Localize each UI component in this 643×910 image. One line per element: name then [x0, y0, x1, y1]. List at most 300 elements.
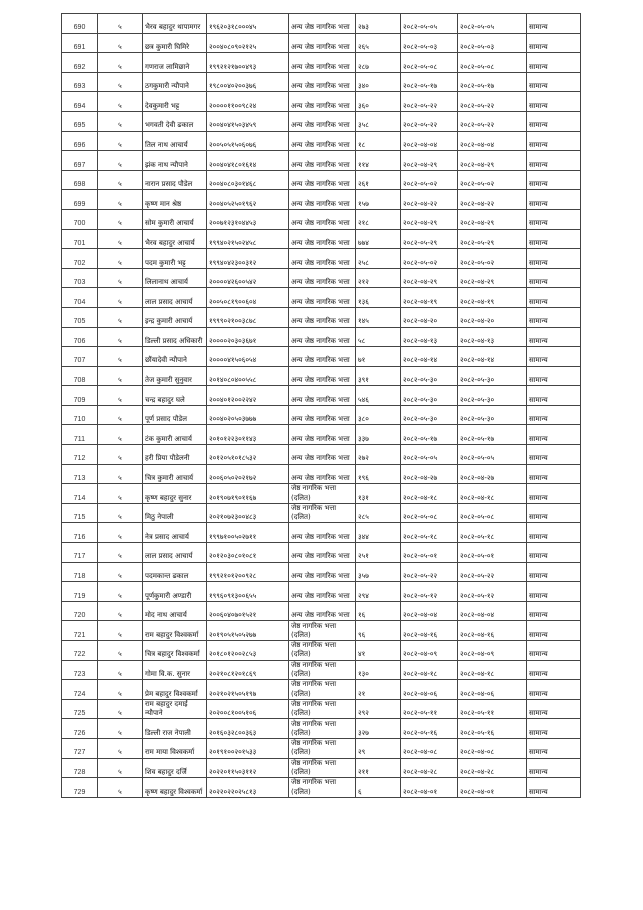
start-date-cell: २०८२-०५-११	[401, 699, 458, 719]
end-date-cell: २०८२-०४-०४	[458, 601, 527, 621]
table-row	[62, 621, 581, 641]
name-cell: चित्र बहादुर विश्वकर्मा	[143, 641, 207, 661]
name-cell: सोम कुमारी आचार्य	[143, 209, 207, 229]
table-row	[62, 484, 581, 504]
status-cell: सामान्य	[527, 660, 581, 680]
start-date-cell: २०८२-०५-१२	[401, 582, 458, 602]
record-number-cell: २१८	[356, 209, 401, 229]
allowance-type-cell: अन्य जेष्ठ नागरिक भत्ता	[289, 92, 356, 112]
start-date-cell: २०८२-०४-०४	[401, 601, 458, 621]
end-date-cell: २०८२-०५-०५	[458, 445, 527, 465]
end-date-cell: २०८२-०५-०२	[458, 249, 527, 269]
id-number-cell: २००००२०३०३६७१	[207, 327, 289, 347]
table-row	[62, 347, 581, 367]
ward-cell: ५	[98, 405, 143, 425]
ward-cell: ५	[98, 366, 143, 386]
end-date-cell: २०८२-०४-१९	[458, 288, 527, 308]
ward-cell: ५	[98, 699, 143, 719]
serial-number-cell: 715	[62, 503, 98, 523]
name-cell: मोद नाथ आचार्य	[143, 601, 207, 621]
id-number-cell: २०१२०३०८०१०८१	[207, 543, 289, 563]
record-number-cell: ३६०	[356, 92, 401, 112]
name-cell: पूर्ण प्रसाद पौडेल	[143, 405, 207, 425]
serial-number-cell: 708	[62, 366, 98, 386]
ward-cell: ५	[98, 680, 143, 700]
allowance-type-cell: अन्य जेष्ठ नागरिक भत्ता	[289, 131, 356, 151]
record-number-cell: ३५७	[356, 562, 401, 582]
name-cell: नेत्र प्रसाद आचार्य	[143, 523, 207, 543]
id-number-cell: २०१४०८०४००५५८	[207, 366, 289, 386]
allowance-type-cell: जेष्ठ नागरिक भत्ता (दलित)	[289, 641, 356, 661]
start-date-cell: २०८२-०५-३०	[401, 405, 458, 425]
id-number-cell: २००५०५१५०६०७६	[207, 131, 289, 151]
ward-cell: ५	[98, 582, 143, 602]
status-cell: सामान्य	[527, 307, 581, 327]
name-cell: इन्द्र कुमारी आचार्य	[143, 307, 207, 327]
start-date-cell: २०८२-०४-०८	[401, 738, 458, 758]
allowance-type-cell: जेष्ठ नागरिक भत्ता (दलित)	[289, 699, 356, 719]
beneficiary-table	[61, 13, 581, 798]
allowance-type-cell: अन्य जेष्ठ नागरिक भत्ता	[289, 72, 356, 92]
table-row	[62, 543, 581, 563]
table-row	[62, 386, 581, 406]
end-date-cell: २०८२-०५-२२	[458, 111, 527, 131]
serial-number-cell: 702	[62, 249, 98, 269]
serial-number-cell: 714	[62, 484, 98, 504]
allowance-type-cell: अन्य जेष्ठ नागरिक भत्ता	[289, 464, 356, 484]
status-cell: सामान्य	[527, 170, 581, 190]
allowance-type-cell: अन्य जेष्ठ नागरिक भत्ता	[289, 523, 356, 543]
ward-cell: ५	[98, 562, 143, 582]
status-cell: सामान्य	[527, 288, 581, 308]
end-date-cell: २०८२-०४-२२	[458, 190, 527, 210]
start-date-cell: २०८२-०४-२९	[401, 151, 458, 171]
start-date-cell: २०८२-०४-२८	[401, 758, 458, 778]
id-number-cell: २००००४१५०६०५४	[207, 347, 289, 367]
allowance-type-cell: अन्य जेष्ठ नागरिक भत्ता	[289, 366, 356, 386]
id-number-cell: २००४०८०३०१४६८	[207, 170, 289, 190]
allowance-type-cell: अन्य जेष्ठ नागरिक भत्ता	[289, 53, 356, 73]
id-number-cell: २०१०१२२३०११४३	[207, 425, 289, 445]
table-row	[62, 601, 581, 621]
table-row	[62, 660, 581, 680]
start-date-cell: २०८२-०४-२९	[401, 209, 458, 229]
allowance-type-cell: अन्य जेष्ठ नागरिक भत्ता	[289, 405, 356, 425]
serial-number-cell: 691	[62, 33, 98, 53]
record-number-cell: २५८	[356, 249, 401, 269]
status-cell: सामान्य	[527, 719, 581, 739]
status-cell: सामान्य	[527, 268, 581, 288]
serial-number-cell: 716	[62, 523, 98, 543]
start-date-cell: २०८२-०५-१७	[401, 425, 458, 445]
end-date-cell: २०८२-०५-३०	[458, 386, 527, 406]
allowance-type-cell: अन्य जेष्ठ नागरिक भत्ता	[289, 543, 356, 563]
record-number-cell: १४५	[356, 307, 401, 327]
id-number-cell: १९९४०२१५०२४५८	[207, 229, 289, 249]
record-number-cell: ४१	[356, 641, 401, 661]
table-row	[62, 758, 581, 778]
allowance-type-cell: अन्य जेष्ठ नागरिक भत्ता	[289, 601, 356, 621]
allowance-type-cell: अन्य जेष्ठ नागरिक भत्ता	[289, 170, 356, 190]
table-row	[62, 445, 581, 465]
name-cell: ठगकुमारी न्यौपाने	[143, 72, 207, 92]
serial-number-cell: 695	[62, 111, 98, 131]
name-cell: शिव बहादुर दर्जि	[143, 758, 207, 778]
id-number-cell: २००५०८१९००६०४	[207, 288, 289, 308]
name-cell: देवकुमारी भट्ट	[143, 92, 207, 112]
serial-number-cell: 728	[62, 758, 98, 778]
allowance-type-cell: जेष्ठ नागरिक भत्ता (दलित)	[289, 778, 356, 798]
table-row	[62, 288, 581, 308]
end-date-cell: २०८२-०५-१६	[458, 719, 527, 739]
ward-cell: ५	[98, 288, 143, 308]
table-row	[62, 327, 581, 347]
status-cell: सामान्य	[527, 641, 581, 661]
ward-cell: ५	[98, 307, 143, 327]
table-row	[62, 268, 581, 288]
name-cell: चित्र कुमारी आचार्य	[143, 464, 207, 484]
table-row	[62, 72, 581, 92]
record-number-cell: ३९१	[356, 366, 401, 386]
end-date-cell: २०८२-०४-२८	[458, 758, 527, 778]
allowance-type-cell: अन्य जेष्ठ नागरिक भत्ता	[289, 268, 356, 288]
status-cell: सामान्य	[527, 53, 581, 73]
ward-cell: ५	[98, 543, 143, 563]
table-row	[62, 92, 581, 112]
end-date-cell: २०८२-०४-२९	[458, 268, 527, 288]
id-number-cell: २०२१०७२३००४८३	[207, 503, 289, 523]
start-date-cell: २०८२-०४-२९	[401, 268, 458, 288]
name-cell: पूर्णकुमारी अण्डारी	[143, 582, 207, 602]
record-number-cell: १९६	[356, 464, 401, 484]
name-cell: भगवती देवी ढकाल	[143, 111, 207, 131]
status-cell: सामान्य	[527, 680, 581, 700]
serial-number-cell: 692	[62, 53, 98, 73]
ward-cell: ५	[98, 523, 143, 543]
start-date-cell: २०८२-०५-१८	[401, 523, 458, 543]
ward-cell: ५	[98, 53, 143, 73]
id-number-cell: १९९२१२१७००४९३	[207, 53, 289, 73]
id-number-cell: १९९७१००५०२७११	[207, 523, 289, 543]
name-cell: छौंयादेवी न्यौपाने	[143, 347, 207, 367]
table-row	[62, 366, 581, 386]
record-number-cell: ९६	[356, 621, 401, 641]
ward-cell: ५	[98, 503, 143, 523]
end-date-cell: २०८२-०५-१७	[458, 72, 527, 92]
allowance-type-cell: अन्य जेष्ठ नागरिक भत्ता	[289, 327, 356, 347]
status-cell: सामान्य	[527, 229, 581, 249]
id-number-cell: २०२१०८१२०१८६९	[207, 660, 289, 680]
start-date-cell: २०८२-०५-०२	[401, 249, 458, 269]
ward-cell: ५	[98, 170, 143, 190]
serial-number-cell: 701	[62, 229, 98, 249]
start-date-cell: २०८२-०४-१८	[401, 660, 458, 680]
record-number-cell: २९२	[356, 699, 401, 719]
record-number-cell: ३४४	[356, 523, 401, 543]
record-number-cell: १५७	[356, 190, 401, 210]
start-date-cell: २०८२-०५-०३	[401, 33, 458, 53]
id-number-cell: २०२२०२२०२५८१३	[207, 778, 289, 798]
serial-number-cell: 726	[62, 719, 98, 739]
end-date-cell: २०८२-०४-०१	[458, 778, 527, 798]
id-number-cell: २०२२०११५०३११२	[207, 758, 289, 778]
end-date-cell: २०८२-०४-१६	[458, 621, 527, 641]
name-cell: पदम कुमारी भट्ट	[143, 249, 207, 269]
name-cell: भैरव बहादुर आचार्य	[143, 229, 207, 249]
record-number-cell: ११४	[356, 151, 401, 171]
start-date-cell: २०८२-०४-२२	[401, 190, 458, 210]
name-cell: पदमकान्त ढकाल	[143, 562, 207, 582]
record-number-cell: ३४०	[356, 72, 401, 92]
id-number-cell: २००४०४१८०१६१४	[207, 151, 289, 171]
status-cell: सामान्य	[527, 562, 581, 582]
id-number-cell: १९८००४०२००३७६	[207, 72, 289, 92]
name-cell: तेज कुमारी सुनुवार	[143, 366, 207, 386]
name-cell: छत्र कुमारी घिमिरे	[143, 33, 207, 53]
end-date-cell: २०८२-०५-२२	[458, 92, 527, 112]
ward-cell: ५	[98, 484, 143, 504]
table-row	[62, 170, 581, 190]
ward-cell: ५	[98, 641, 143, 661]
status-cell: सामान्य	[527, 209, 581, 229]
status-cell: सामान्य	[527, 386, 581, 406]
status-cell: सामान्य	[527, 327, 581, 347]
allowance-type-cell: जेष्ठ नागरिक भत्ता (दलित)	[289, 719, 356, 739]
allowance-type-cell: अन्य जेष्ठ नागरिक भत्ता	[289, 33, 356, 53]
end-date-cell: २०८२-०५-२९	[458, 229, 527, 249]
table-row	[62, 523, 581, 543]
status-cell: सामान्य	[527, 503, 581, 523]
end-date-cell: २०८२-०५-११	[458, 699, 527, 719]
start-date-cell: २०८२-०४-२०	[401, 307, 458, 327]
record-number-cell: २८५	[356, 503, 401, 523]
id-number-cell: २०२००८१००५१०६	[207, 699, 289, 719]
record-number-cell: २१२	[356, 268, 401, 288]
ward-cell: ५	[98, 738, 143, 758]
end-date-cell: २०८२-०४-१३	[458, 327, 527, 347]
allowance-type-cell: अन्य जेष्ठ नागरिक भत्ता	[289, 288, 356, 308]
end-date-cell: २०८२-०४-२०	[458, 307, 527, 327]
status-cell: सामान्य	[527, 249, 581, 269]
allowance-type-cell: अन्य जेष्ठ नागरिक भत्ता	[289, 347, 356, 367]
serial-number-cell: 720	[62, 601, 98, 621]
serial-number-cell: 703	[62, 268, 98, 288]
allowance-type-cell: जेष्ठ नागरिक भत्ता (दलित)	[289, 621, 356, 641]
serial-number-cell: 721	[62, 621, 98, 641]
end-date-cell: २०८२-०५-३०	[458, 366, 527, 386]
serial-number-cell: 718	[62, 562, 98, 582]
ward-cell: ५	[98, 660, 143, 680]
status-cell: सामान्य	[527, 366, 581, 386]
ward-cell: ५	[98, 464, 143, 484]
serial-number-cell: 707	[62, 347, 98, 367]
end-date-cell: २०८२-०४-२९	[458, 209, 527, 229]
end-date-cell: २०८२-०५-०२	[458, 170, 527, 190]
table-row	[62, 738, 581, 758]
serial-number-cell: 698	[62, 170, 98, 190]
status-cell: सामान्य	[527, 33, 581, 53]
name-cell: टंक कुमारी आचार्य	[143, 425, 207, 445]
start-date-cell: २०८२-०५-३०	[401, 366, 458, 386]
name-cell: झंक नाथ न्यौपाने	[143, 151, 207, 171]
record-number-cell: ३३७	[356, 425, 401, 445]
table-row	[62, 680, 581, 700]
record-number-cell: २८७	[356, 53, 401, 73]
serial-number-cell: 713	[62, 464, 98, 484]
status-cell: सामान्य	[527, 699, 581, 719]
record-number-cell: २७३	[356, 14, 401, 34]
id-number-cell: २००४०५२५०१९६२	[207, 190, 289, 210]
serial-number-cell: 697	[62, 151, 98, 171]
table-row	[62, 131, 581, 151]
table-row	[62, 111, 581, 131]
allowance-type-cell: जेष्ठ नागरिक भत्ता (दलित)	[289, 503, 356, 523]
name-cell: कृष्ण बहादुर सुनार	[143, 484, 207, 504]
end-date-cell: २०८२-०४-०६	[458, 680, 527, 700]
table-row	[62, 582, 581, 602]
status-cell: सामान्य	[527, 425, 581, 445]
start-date-cell: २०८२-०४-१९	[401, 288, 458, 308]
id-number-cell: २००७१२३१०४४५३	[207, 209, 289, 229]
start-date-cell: २०८२-०५-२९	[401, 229, 458, 249]
record-number-cell: १३०	[356, 660, 401, 680]
serial-number-cell: 729	[62, 778, 98, 798]
table-row	[62, 307, 581, 327]
serial-number-cell: 722	[62, 641, 98, 661]
serial-number-cell: 712	[62, 445, 98, 465]
record-number-cell: २९	[356, 738, 401, 758]
table-row	[62, 719, 581, 739]
status-cell: सामान्य	[527, 621, 581, 641]
status-cell: सामान्य	[527, 405, 581, 425]
table-row	[62, 464, 581, 484]
name-cell: डिल्ली प्रसाद अधिकारी	[143, 327, 207, 347]
ward-cell: ५	[98, 33, 143, 53]
id-number-cell: २०१२०५१०१८५३२	[207, 445, 289, 465]
serial-number-cell: 711	[62, 425, 98, 445]
status-cell: सामान्य	[527, 543, 581, 563]
ward-cell: ५	[98, 758, 143, 778]
start-date-cell: २०८२-०५-१७	[401, 72, 458, 92]
table-row	[62, 249, 581, 269]
name-cell: कृष्ण बहादुर विश्वकर्मा	[143, 778, 207, 798]
start-date-cell: २०८२-०५-०२	[401, 170, 458, 190]
start-date-cell: २०८२-०५-३०	[401, 386, 458, 406]
allowance-type-cell: अन्य जेष्ठ नागरिक भत्ता	[289, 190, 356, 210]
start-date-cell: २०८२-०४-१४	[401, 347, 458, 367]
record-number-cell: १३१	[356, 484, 401, 504]
status-cell: सामान्य	[527, 445, 581, 465]
start-date-cell: २०८२-०५-०८	[401, 53, 458, 73]
status-cell: सामान्य	[527, 151, 581, 171]
allowance-type-cell: अन्य जेष्ठ नागरिक भत्ता	[289, 209, 356, 229]
allowance-type-cell: अन्य जेष्ठ नागरिक भत्ता	[289, 307, 356, 327]
end-date-cell: २०८२-०४-२७	[458, 464, 527, 484]
allowance-type-cell: जेष्ठ नागरिक भत्ता (दलित)	[289, 660, 356, 680]
end-date-cell: २०८२-०४-०९	[458, 641, 527, 661]
table-row	[62, 190, 581, 210]
end-date-cell: २०८२-०५-०८	[458, 53, 527, 73]
id-number-cell: १९९२१०१२००९२८	[207, 562, 289, 582]
id-number-cell: २०१९०७१९०११६७	[207, 484, 289, 504]
end-date-cell: २०८२-०५-२२	[458, 562, 527, 582]
serial-number-cell: 719	[62, 582, 98, 602]
status-cell: सामान्य	[527, 601, 581, 621]
record-number-cell: ३५८	[356, 111, 401, 131]
table-row	[62, 405, 581, 425]
name-cell: नारान प्रसाद पौडेल	[143, 170, 207, 190]
status-cell: सामान्य	[527, 523, 581, 543]
start-date-cell: २०८२-०५-२२	[401, 92, 458, 112]
allowance-type-cell: जेष्ठ नागरिक भत्ता (दलित)	[289, 758, 356, 778]
allowance-type-cell: अन्य जेष्ठ नागरिक भत्ता	[289, 425, 356, 445]
name-cell: राम बहादुर दमाई न्यौपाने	[143, 699, 207, 719]
allowance-type-cell: जेष्ठ नागरिक भत्ता (दलित)	[289, 484, 356, 504]
id-number-cell: २००४०४१५०३४५९	[207, 111, 289, 131]
ward-cell: ५	[98, 445, 143, 465]
id-number-cell: २००००४२६००५४२	[207, 268, 289, 288]
start-date-cell: २०८२-०४-१३	[401, 327, 458, 347]
ward-cell: ५	[98, 778, 143, 798]
table-row	[62, 229, 581, 249]
serial-number-cell: 704	[62, 288, 98, 308]
serial-number-cell: 709	[62, 386, 98, 406]
table-row	[62, 425, 581, 445]
record-number-cell: २५१	[356, 543, 401, 563]
record-number-cell: २१	[356, 680, 401, 700]
status-cell: सामान्य	[527, 464, 581, 484]
name-cell: लिलानाथ आचार्य	[143, 268, 207, 288]
serial-number-cell: 723	[62, 660, 98, 680]
start-date-cell: २०८२-०४-२७	[401, 464, 458, 484]
allowance-type-cell: जेष्ठ नागरिक भत्ता (दलित)	[289, 738, 356, 758]
status-cell: सामान्य	[527, 111, 581, 131]
serial-number-cell: 706	[62, 327, 98, 347]
status-cell: सामान्य	[527, 14, 581, 34]
end-date-cell: २०८२-०४-१४	[458, 347, 527, 367]
record-number-cell: १८	[356, 131, 401, 151]
id-number-cell: २०१९०५१५०५२७७	[207, 621, 289, 641]
name-cell: डिल्ली राज नेपाली	[143, 719, 207, 739]
ward-cell: ५	[98, 268, 143, 288]
serial-number-cell: 717	[62, 543, 98, 563]
id-number-cell: २०१६०३२८००३६३	[207, 719, 289, 739]
status-cell: सामान्य	[527, 72, 581, 92]
status-cell: सामान्य	[527, 778, 581, 798]
ward-cell: ५	[98, 151, 143, 171]
record-number-cell: २७२	[356, 445, 401, 465]
record-number-cell: ७७४	[356, 229, 401, 249]
start-date-cell: २०८२-०४-१६	[401, 621, 458, 641]
ward-cell: ५	[98, 249, 143, 269]
status-cell: सामान्य	[527, 484, 581, 504]
id-number-cell: २०१८०१२००२८५३	[207, 641, 289, 661]
id-number-cell: २०२१०२१५०५१९७	[207, 680, 289, 700]
record-number-cell: ५८	[356, 327, 401, 347]
serial-number-cell: 693	[62, 72, 98, 92]
ward-cell: ५	[98, 601, 143, 621]
table-row	[62, 641, 581, 661]
start-date-cell: २०८२-०५-२२	[401, 562, 458, 582]
start-date-cell: २०८२-०५-०८	[401, 503, 458, 523]
allowance-type-cell: अन्य जेष्ठ नागरिक भत्ता	[289, 111, 356, 131]
ward-cell: ५	[98, 14, 143, 34]
record-number-cell: ६	[356, 778, 401, 798]
start-date-cell: २०८२-०५-२२	[401, 111, 458, 131]
end-date-cell: २०८२-०५-०३	[458, 33, 527, 53]
allowance-type-cell: अन्य जेष्ठ नागरिक भत्ता	[289, 14, 356, 34]
id-number-cell: १९९९०२१००३८७८	[207, 307, 289, 327]
